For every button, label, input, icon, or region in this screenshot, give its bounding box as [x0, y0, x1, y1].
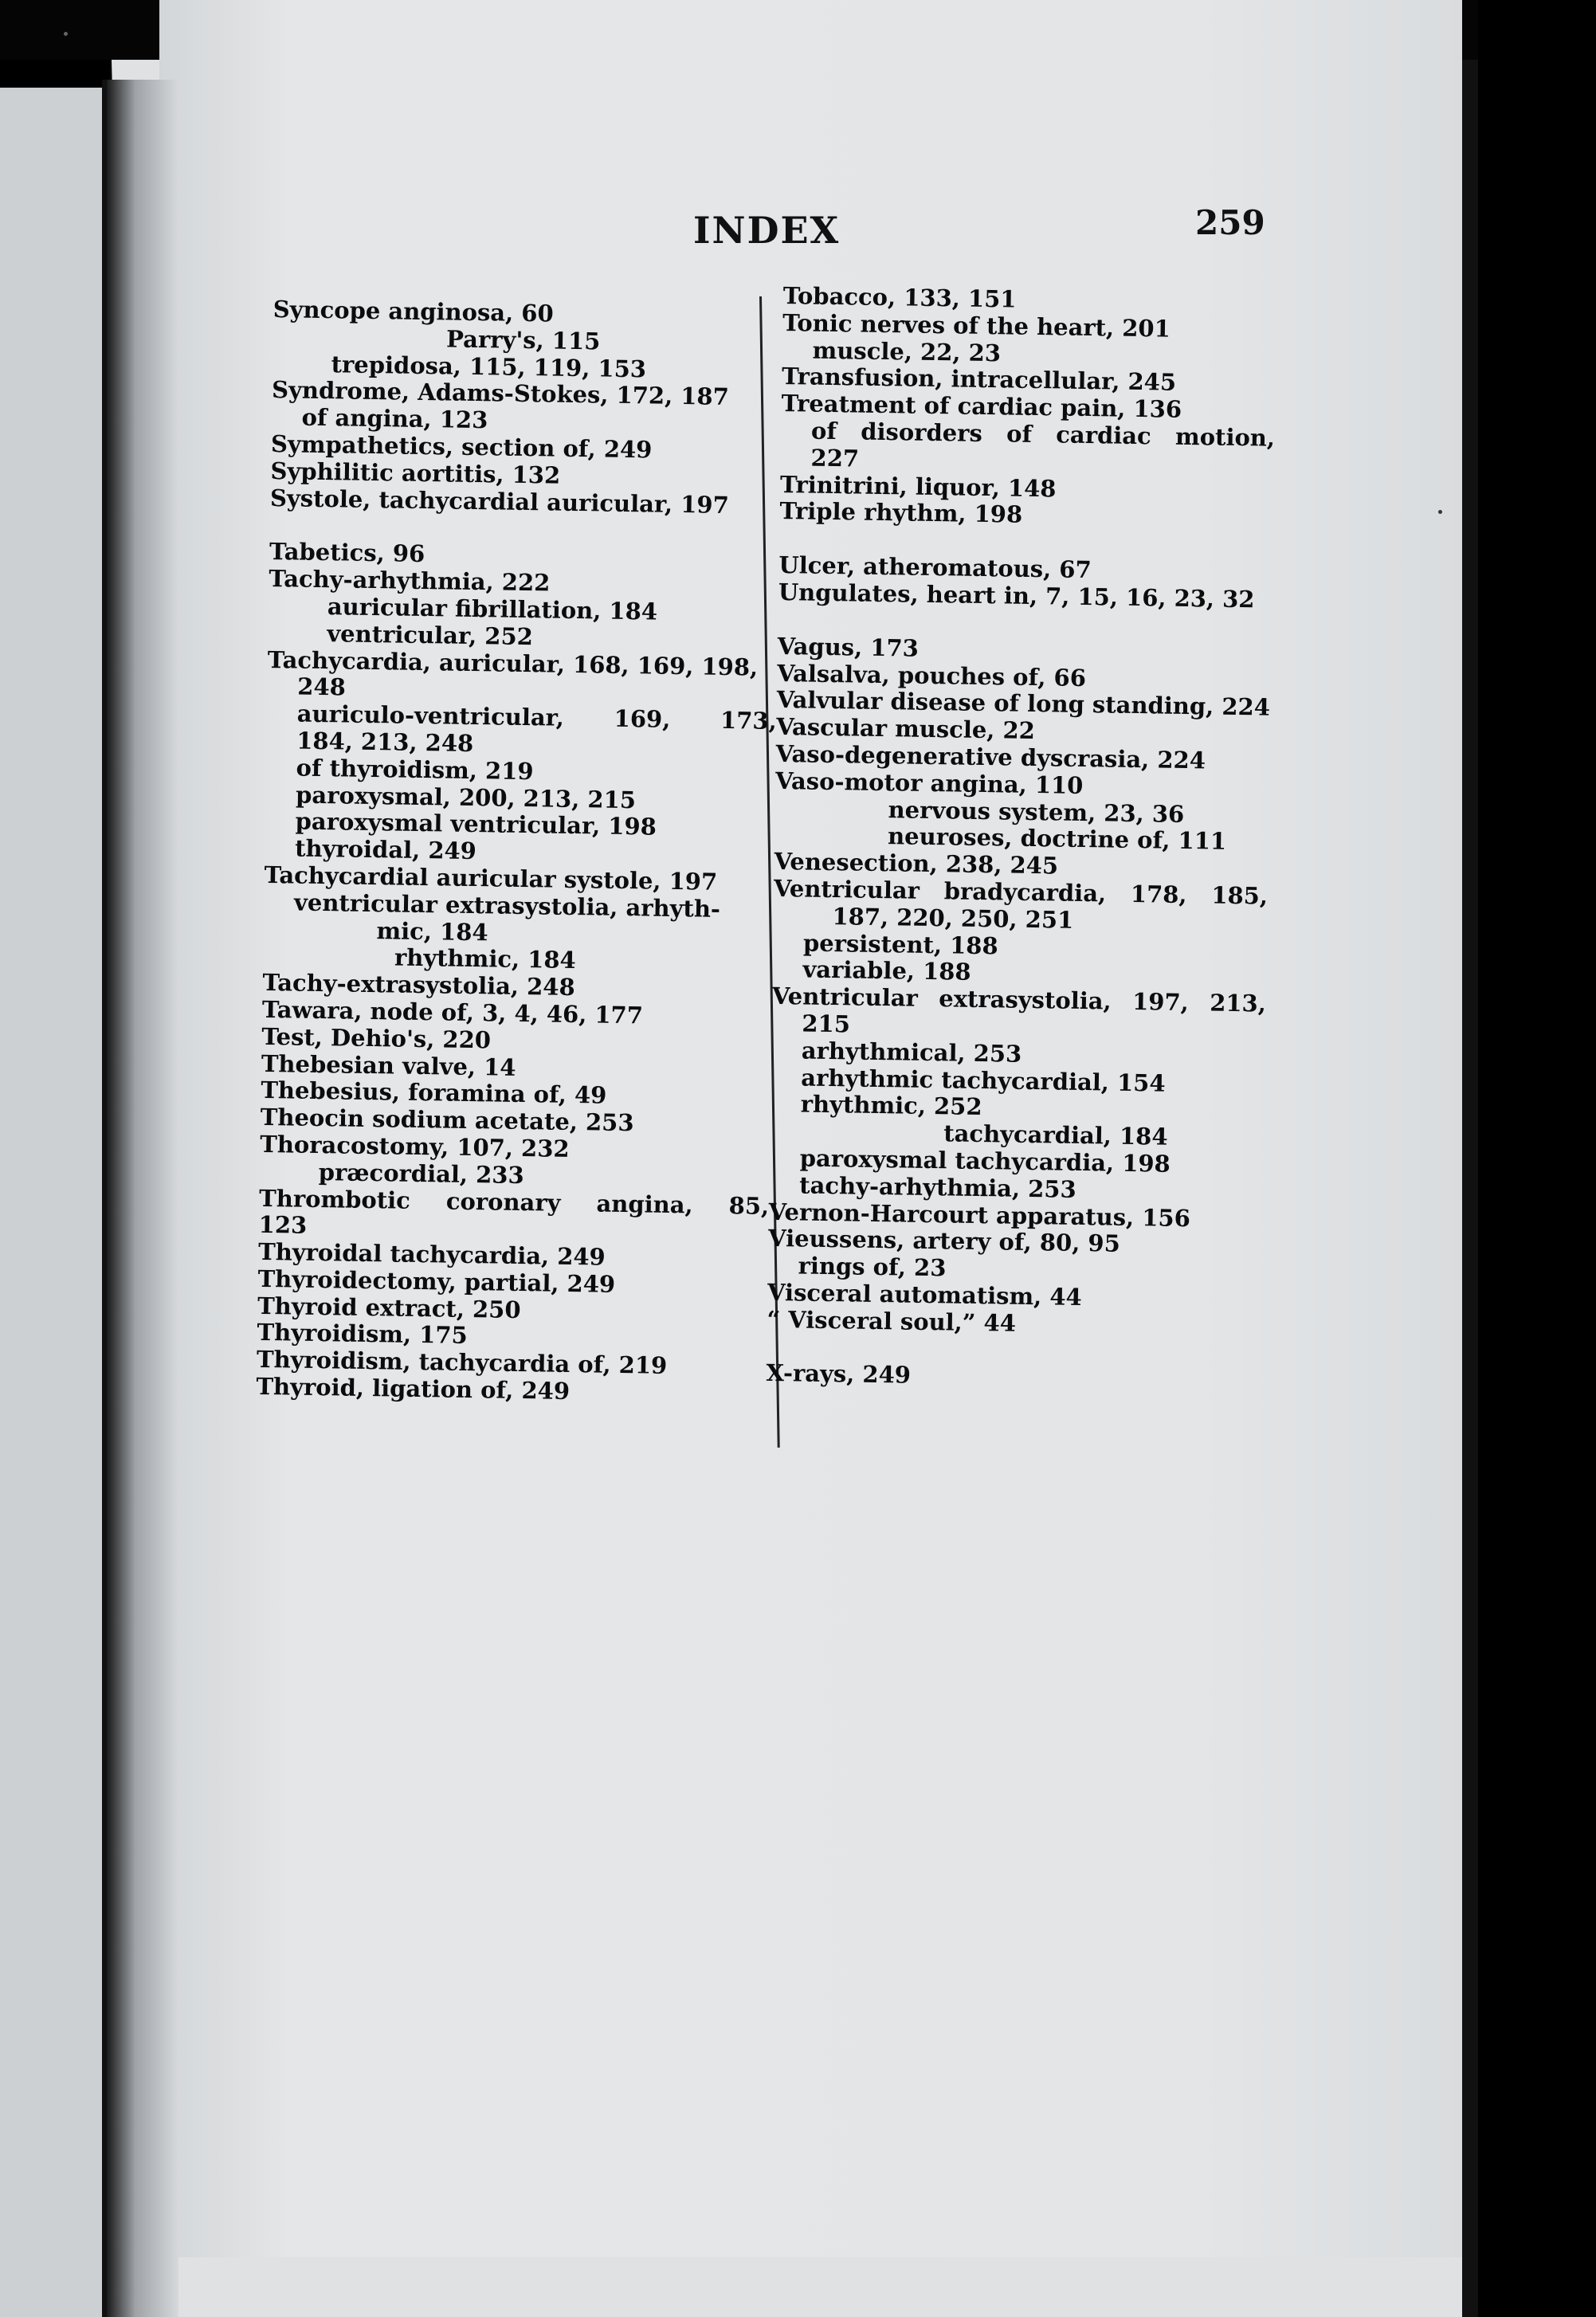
index-subentry: mic, 184	[376, 916, 488, 946]
index-entry: Thyroid, ligation of, 249	[256, 1372, 571, 1405]
index-entry: Thebesian valve, 14	[261, 1049, 516, 1081]
index-entry: Treatment of cardiac pain, 136	[781, 390, 1182, 424]
index-subentry: rhythmic, 252	[800, 1090, 982, 1121]
page-right-edge	[1462, 60, 1478, 2317]
index-subentry: paroxysmal, 200, 213, 215	[295, 781, 637, 813]
index-entry: Test, Dehio's, 220	[261, 1022, 492, 1054]
index-subentry: arhythmical, 253	[801, 1037, 1022, 1068]
page-gutter	[107, 80, 178, 2317]
index-subentry: of disorders of cardiac motion,	[810, 417, 1276, 452]
index-subentry: tachy-arhythmia, 253	[798, 1171, 1076, 1203]
index-subentry: ventricular, 252	[327, 619, 534, 650]
index-entry: Tachy-extrasystolia, 248	[262, 969, 575, 1002]
index-column-left	[256, 296, 783, 1409]
index-entry: Venesection, 238, 245	[774, 848, 1059, 880]
index-subentry: Parry's, 115	[445, 325, 601, 355]
index-entry: Theocin sodium acetate, 253	[260, 1103, 634, 1137]
index-entry: Thoracostomy, 107, 232	[260, 1130, 570, 1162]
index-subentry: 184, 213, 248	[296, 727, 474, 757]
facing-page-edge	[0, 88, 104, 2317]
index-subentry: paroxysmal tachycardia, 198	[799, 1144, 1171, 1178]
index-entry: Trinitrini, liquor, 148	[779, 470, 1057, 502]
index-subentry: 248	[297, 672, 347, 701]
index-entry: Vagus, 173	[777, 632, 920, 662]
index-subentry: thyroidal, 249	[294, 834, 477, 865]
index-subentry: arhythmic tachycardial, 154	[801, 1063, 1166, 1097]
index-column-right	[766, 283, 1277, 1395]
index-subentry: rhythmic, 184	[394, 943, 577, 974]
index-entry: Systole, tachycardial auricular, 197	[269, 484, 730, 519]
index-entry: Triple rhythm, 198	[779, 497, 1023, 529]
index-subentry: 187, 220, 250, 251	[832, 902, 1074, 934]
scan-speck	[1438, 510, 1442, 514]
index-subentry: muscle, 22, 23	[812, 336, 1002, 367]
index-entry: Visceral automatism, 44	[767, 1278, 1083, 1311]
index-entry: Transfusion, intracellular, 245	[781, 363, 1177, 397]
index-subentry: auriculo-ventricular, 169, 173,	[296, 700, 777, 735]
index-entry: Valsalva, pouches of, 66	[777, 659, 1087, 692]
index-entry: 123	[258, 1211, 308, 1240]
page-title: INDEX	[693, 209, 841, 252]
index-subentry: auricular fibrillation, 184	[327, 593, 658, 625]
index-entry: Sympathetics, section of, 249	[270, 429, 653, 464]
index-entry: Valvular disease of long standing, 224	[776, 686, 1271, 722]
index-entry: Ventricular extrasystolia, 197, 213,	[771, 982, 1267, 1017]
index-entry: Tawara, node of, 3, 4, 46, 177	[261, 995, 644, 1029]
index-entry: “ Visceral soul,” 44	[767, 1305, 1017, 1337]
index-entry: X-rays, 249	[766, 1359, 912, 1390]
index-entry: Thyroid extract, 250	[257, 1292, 521, 1323]
index-entry: Thebesius, foramina of, 49	[261, 1076, 607, 1110]
index-entry: Tobacco, 133, 151	[782, 282, 1017, 313]
index-entry: Thyroidism, 175	[257, 1319, 468, 1350]
index-subentry: nervous system, 23, 36	[888, 795, 1185, 828]
index-entry: Tonic nerves of the heart, 201	[782, 308, 1171, 343]
index-entry: Vieussens, artery of, 80, 95	[767, 1225, 1121, 1258]
index-entry: Syncope anginosa, 60	[273, 296, 554, 327]
index-subentry: neuroses, doctrine of, 111	[887, 822, 1227, 856]
index-subentry: of angina, 123	[301, 403, 488, 434]
index-subentry: 215	[802, 1010, 851, 1038]
index-entry: Tachycardial auricular systole, 197	[264, 861, 718, 896]
index-entry: Ungulates, heart in, 7, 15, 16, 23, 32	[778, 578, 1255, 614]
index-entry: Vaso-motor angina, 110	[774, 766, 1084, 799]
index-entry: Tachycardia, auricular, 168, 169, 198,	[267, 645, 759, 681]
index-subentry: of thyroidism, 219	[296, 754, 534, 785]
index-entry: Syphilitic aortitis, 132	[270, 457, 561, 489]
index-subentry: rings of, 23	[798, 1252, 947, 1282]
index-entry: Syndrome, Adams-Stokes, 172, 187	[271, 376, 730, 411]
index-entry: Thyroidal tachycardia, 249	[257, 1237, 606, 1271]
index-entry: Vaso-degenerative dyscrasia, 224	[775, 739, 1206, 774]
index-entry: Tachy-arhythmia, 222	[269, 565, 551, 597]
index-subentry: 227	[810, 444, 860, 472]
scan-speck	[64, 32, 68, 36]
binding-fold	[102, 80, 107, 2317]
index-subentry: paroxysmal ventricular, 198	[295, 807, 657, 841]
index-subentry: variable, 188	[802, 955, 971, 986]
index-subentry: tachycardial, 184	[943, 1119, 1168, 1151]
index-entry: Thyroidectomy, partial, 249	[257, 1264, 616, 1298]
index-entry: Thrombotic coronary angina, 85,	[258, 1184, 770, 1220]
index-entry: Ventricular bradycardia, 178, 185,	[773, 874, 1269, 910]
index-entry: Vascular muscle, 22	[775, 713, 1036, 745]
page-number: 259	[1195, 203, 1265, 242]
index-subentry: ventricular extrasystolia, arhyth-	[293, 888, 721, 923]
index-subentry: præcordial, 233	[318, 1158, 524, 1189]
index-entry: Ulcer, atheromatous, 67	[778, 551, 1092, 584]
index-entry: Vernon-Harcourt apparatus, 156	[768, 1198, 1191, 1232]
index-entry: Thyroidism, tachycardia of, 219	[256, 1346, 668, 1380]
index-subentry: trepidosa, 115, 119, 153	[331, 350, 647, 382]
index-subentry: persistent, 188	[802, 929, 998, 959]
index-entry: Tabetics, 96	[269, 538, 425, 568]
scan-border-right	[1478, 0, 1596, 2317]
